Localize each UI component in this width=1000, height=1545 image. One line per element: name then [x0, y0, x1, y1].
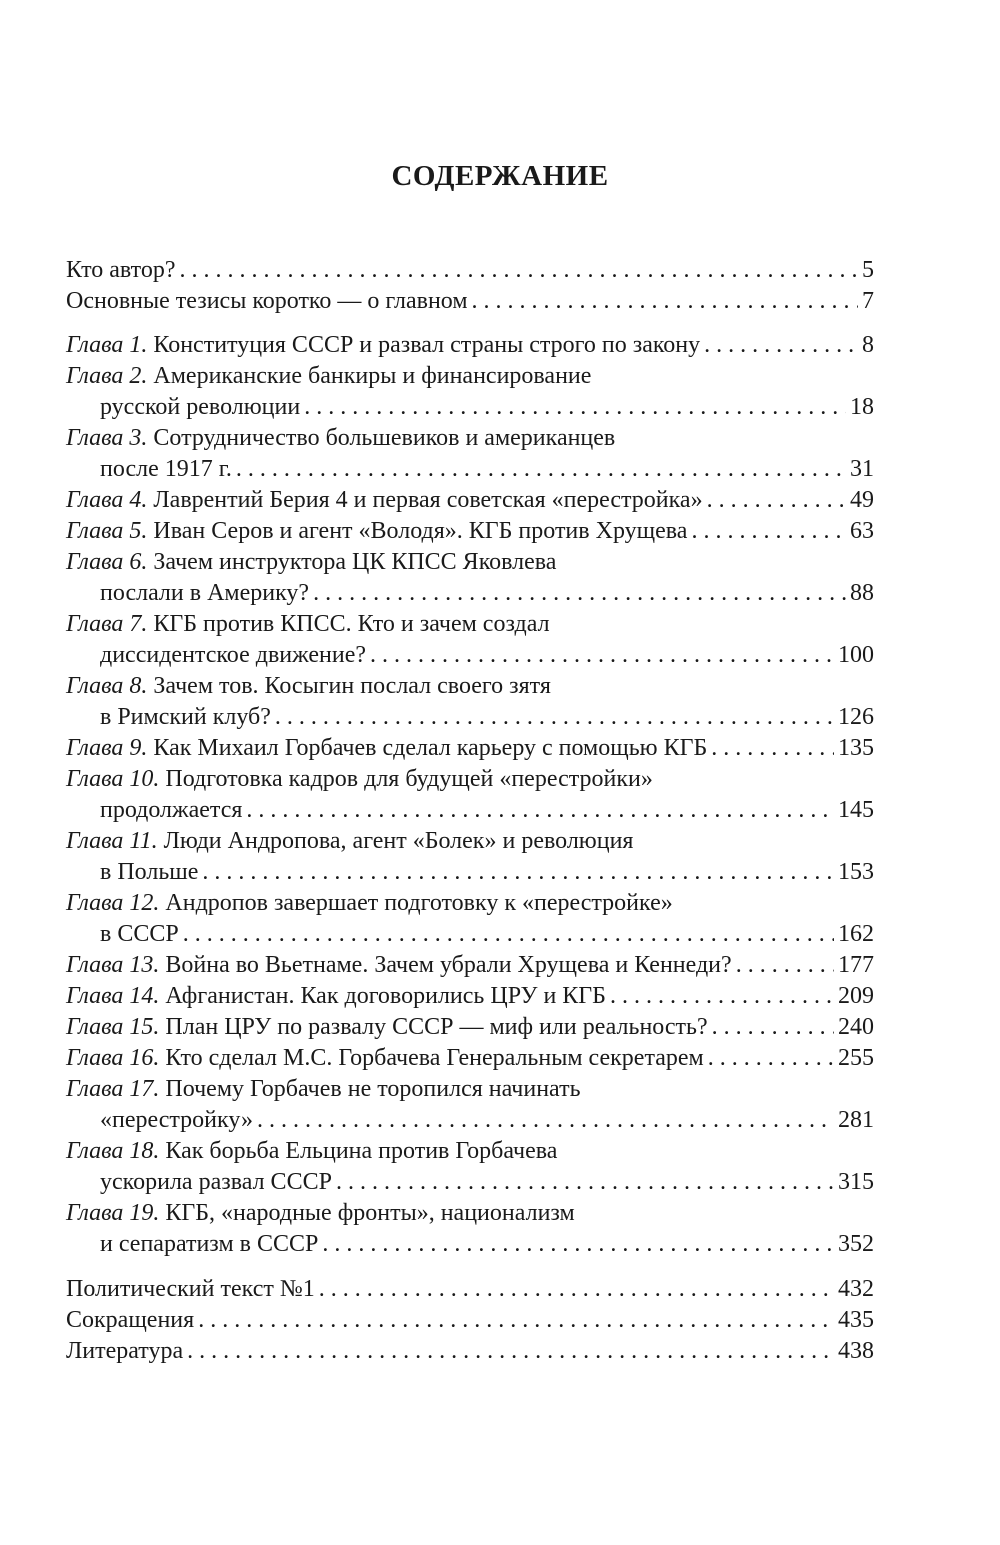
toc-page-number: 438 — [838, 1338, 874, 1364]
chapter-heading — [66, 516, 687, 547]
dot-leader — [304, 392, 846, 423]
chapter-entry[interactable] — [66, 671, 874, 733]
toc-page-number: 135 — [838, 735, 874, 761]
chapter-heading — [66, 981, 606, 1012]
chapter-line-1 — [66, 826, 874, 857]
dot-leader — [336, 1167, 834, 1198]
dot-leader — [179, 255, 858, 286]
chapter-line-1 — [66, 1012, 874, 1043]
toc-page-number: 153 — [838, 859, 874, 885]
chapter-line-1 — [66, 671, 874, 702]
chapter-title-cont: в Польше — [100, 859, 199, 885]
chapter-line-2 — [66, 640, 874, 671]
chapter-title: Американские банкиры и финансирование — [153, 363, 592, 389]
dot-leader — [198, 1305, 834, 1336]
toc-page-number: 435 — [838, 1307, 874, 1333]
chapter-label: Глава 2. — [66, 363, 148, 389]
chapter-heading — [66, 1012, 708, 1043]
dot-leader — [691, 516, 846, 547]
chapter-title-cont: в СССР — [100, 921, 179, 947]
chapter-entry[interactable] — [66, 1136, 874, 1198]
chapter-line-1 — [66, 423, 874, 454]
chapter-entry[interactable] — [66, 950, 874, 981]
chapter-label: Глава 19. — [66, 1200, 160, 1226]
chapter-line-2 — [66, 1105, 874, 1136]
chapter-label: Глава 18. — [66, 1138, 160, 1164]
toc-entry-title: Политический текст №1 — [66, 1276, 315, 1302]
toc-entry[interactable] — [66, 255, 874, 286]
chapter-line-1 — [66, 733, 874, 764]
chapter-title-cont: продолжается — [100, 797, 243, 823]
toc-entry-title: Сокращения — [66, 1307, 195, 1333]
chapter-title-cont: послали в Америку? — [100, 580, 310, 606]
chapter-title: КГБ, «народные фронты», национализм — [165, 1200, 575, 1226]
chapter-title: Зачем тов. Косыгин послал своего зятя — [153, 673, 551, 699]
chapter-title-cont: и сепаратизм в СССР — [100, 1231, 319, 1257]
chapter-title: Зачем инструктора ЦК КПСС Яковлева — [153, 549, 557, 575]
chapter-entry[interactable] — [66, 1012, 874, 1043]
chapter-label: Глава 17. — [66, 1076, 160, 1102]
chapter-label: Глава 12. — [66, 890, 160, 916]
toc-page-number: 240 — [838, 1014, 874, 1040]
chapter-title: Иван Серов и агент «Володя». КГБ против Хрущева — [153, 518, 688, 544]
toc-page-number: 162 — [838, 921, 874, 947]
chapter-title: Афганистан. Как договорились ЦРУ и КГБ — [165, 983, 606, 1009]
chapter-label: Глава 6. — [66, 549, 148, 575]
page-title: СОДЕРЖАНИЕ — [391, 160, 609, 192]
dot-leader — [711, 733, 834, 764]
chapter-line-1 — [66, 1198, 874, 1229]
chapter-entry[interactable] — [66, 609, 874, 671]
chapter-entry[interactable] — [66, 733, 874, 764]
chapter-title: План ЦРУ по развалу СССР — миф или реальность? — [165, 1014, 708, 1040]
chapter-entry[interactable] — [66, 516, 874, 547]
chapter-title: Война во Вьетнаме. Зачем убрали Хрущева и Кеннеди? — [165, 952, 732, 978]
chapter-label: Глава 14. — [66, 983, 160, 1009]
chapter-entry[interactable] — [66, 485, 874, 516]
toc-page-number: 49 — [850, 487, 874, 513]
chapter-line-2 — [66, 702, 874, 733]
toc-page-number: 145 — [838, 797, 874, 823]
chapter-label: Глава 4. — [66, 487, 148, 513]
chapter-entry[interactable] — [66, 1043, 874, 1074]
dot-leader — [236, 454, 846, 485]
dot-leader — [183, 919, 834, 950]
chapter-title: Подготовка кадров для будущей «перестройки» — [165, 766, 653, 792]
chapter-entry[interactable] — [66, 1074, 874, 1136]
toc-page-number: 126 — [838, 704, 874, 730]
chapter-heading — [66, 733, 707, 764]
chapter-line-1 — [66, 485, 874, 516]
table-of-contents — [66, 255, 874, 1367]
chapter-label: Глава 9. — [66, 735, 148, 761]
chapter-title-cont: диссидентское движение? — [100, 642, 367, 668]
chapter-entry[interactable] — [66, 826, 874, 888]
toc-page-number: 352 — [838, 1231, 874, 1257]
chapter-line-1 — [66, 361, 874, 392]
chapter-line-1 — [66, 330, 874, 361]
chapter-line-1 — [66, 981, 874, 1012]
chapter-heading — [66, 330, 700, 361]
chapter-line-1 — [66, 1136, 874, 1167]
dot-leader — [704, 330, 858, 361]
chapter-title: Сотрудничество большевиков и американцев — [153, 425, 616, 451]
chapter-line-2 — [66, 795, 874, 826]
chapter-title: Как Михаил Горбачев сделал карьеру с помощью КГБ — [153, 735, 708, 761]
front-matter — [66, 255, 874, 317]
toc-page-number: 7 — [862, 288, 874, 314]
dot-leader — [322, 1229, 834, 1260]
chapter-entry[interactable] — [66, 547, 874, 609]
dot-leader — [370, 640, 834, 671]
chapter-line-2 — [66, 454, 874, 485]
chapter-line-1 — [66, 1043, 874, 1074]
toc-page-number: 315 — [838, 1169, 874, 1195]
toc-page-number: 432 — [838, 1276, 874, 1302]
chapter-line-2 — [66, 1229, 874, 1260]
dot-leader — [736, 950, 834, 981]
toc-entry[interactable] — [66, 1305, 874, 1336]
chapter-heading — [66, 1043, 704, 1074]
chapter-label: Глава 10. — [66, 766, 160, 792]
chapter-entry[interactable] — [66, 764, 874, 826]
dot-leader — [187, 1336, 834, 1367]
chapter-line-2 — [66, 1167, 874, 1198]
toc-page-number: 63 — [850, 518, 874, 544]
chapter-label: Глава 11. — [66, 828, 158, 854]
chapter-label: Глава 15. — [66, 1014, 160, 1040]
chapter-list — [66, 330, 874, 1260]
chapter-line-2 — [66, 919, 874, 950]
chapter-label: Глава 7. — [66, 611, 148, 637]
toc-entry[interactable] — [66, 1274, 874, 1305]
chapter-line-2 — [66, 578, 874, 609]
chapter-line-1 — [66, 1074, 874, 1105]
dot-leader — [313, 578, 846, 609]
toc-entry[interactable] — [66, 1336, 874, 1367]
chapter-line-1 — [66, 764, 874, 795]
back-matter — [66, 1274, 874, 1367]
toc-entry-title: Основные тезисы коротко — о главном — [66, 288, 468, 314]
chapter-heading — [66, 485, 703, 516]
toc-page-number: 31 — [850, 456, 874, 482]
chapter-line-1 — [66, 609, 874, 640]
chapter-title: Кто сделал М.С. Горбачева Генеральным секретарем — [165, 1045, 704, 1071]
toc-page-number: 177 — [838, 952, 874, 978]
chapter-line-2 — [66, 857, 874, 888]
chapter-title: Люди Андропова, агент «Болек» и революция — [163, 828, 634, 854]
toc-page-number: 88 — [850, 580, 874, 606]
dot-leader — [319, 1274, 834, 1305]
chapter-title: Конституция СССР и развал страны строго по закону — [153, 332, 701, 358]
chapter-title: КГБ против КПСС. Кто и зачем создал — [153, 611, 550, 637]
chapter-title: Как борьба Ельцина против Горбачева — [165, 1138, 558, 1164]
chapter-title-cont: в Римский клуб? — [100, 704, 271, 730]
chapter-title-cont: после 1917 г. — [100, 456, 232, 482]
dot-leader — [202, 857, 834, 888]
chapter-line-1 — [66, 547, 874, 578]
dot-leader — [707, 485, 846, 516]
chapter-title: Андропов завершает подготовку к «перестройке» — [165, 890, 673, 916]
chapter-line-2 — [66, 392, 874, 423]
chapter-entry[interactable] — [66, 361, 874, 423]
toc-page-number: 281 — [838, 1107, 874, 1133]
chapter-label: Глава 5. — [66, 518, 148, 544]
chapter-entry[interactable] — [66, 423, 874, 485]
chapter-label: Глава 3. — [66, 425, 148, 451]
toc-page-number: 255 — [838, 1045, 874, 1071]
chapter-entry[interactable] — [66, 330, 874, 361]
toc-page-number: 8 — [862, 332, 874, 358]
chapter-label: Глава 8. — [66, 673, 148, 699]
toc-page-number: 18 — [850, 394, 874, 420]
chapter-line-1 — [66, 950, 874, 981]
toc-entry-title: Литература — [66, 1338, 184, 1364]
chapter-entry[interactable] — [66, 888, 874, 950]
dot-leader — [708, 1043, 834, 1074]
chapter-title-cont: «перестройку» — [100, 1107, 253, 1133]
dot-leader — [610, 981, 834, 1012]
dot-leader — [472, 286, 858, 317]
chapter-line-1 — [66, 888, 874, 919]
chapter-label: Глава 16. — [66, 1045, 160, 1071]
chapter-heading — [66, 950, 732, 981]
chapter-title: Почему Горбачев не торопился начинать — [165, 1076, 581, 1102]
toc-page-number: 209 — [838, 983, 874, 1009]
chapter-label: Глава 1. — [66, 332, 148, 358]
chapter-entry[interactable] — [66, 1198, 874, 1260]
dot-leader — [257, 1105, 834, 1136]
toc-entry-title: Кто автор? — [66, 257, 176, 283]
toc-page-number: 5 — [862, 257, 874, 283]
chapter-line-1 — [66, 516, 874, 547]
chapter-title: Лаврентий Берия 4 и первая советская «перестройка» — [153, 487, 703, 513]
chapter-title-cont: ускорила развал СССР — [100, 1169, 332, 1195]
dot-leader — [275, 702, 834, 733]
chapter-title-cont: русской революции — [100, 394, 301, 420]
toc-entry[interactable] — [66, 286, 874, 317]
toc-page-number: 100 — [838, 642, 874, 668]
dot-leader — [246, 795, 834, 826]
chapter-label: Глава 13. — [66, 952, 160, 978]
chapter-entry[interactable] — [66, 981, 874, 1012]
dot-leader — [712, 1012, 834, 1043]
